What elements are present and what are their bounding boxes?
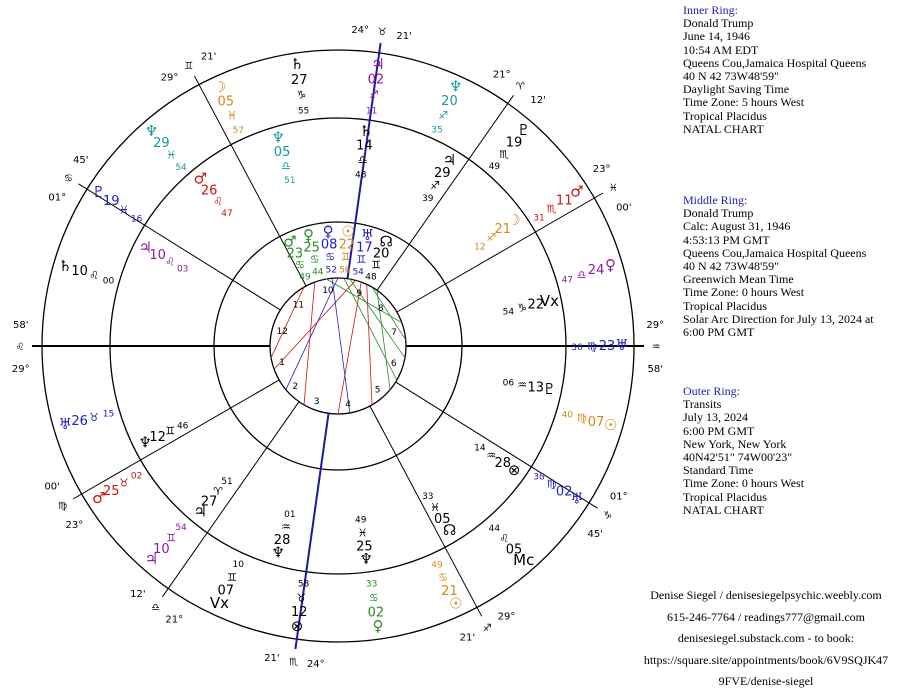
planet-minute: 06 xyxy=(502,378,515,389)
planet-sign-icon: ♋ xyxy=(295,258,305,272)
planet-sign-icon: ♒ xyxy=(281,520,291,534)
planet-minute: 54 xyxy=(175,162,187,173)
planet-sign-icon: ♊ xyxy=(165,424,176,438)
info-line: Tropical Placidus xyxy=(683,298,767,313)
info-line: 10:54 AM EDT xyxy=(683,42,759,57)
planet-degree: 12 xyxy=(290,605,308,621)
planet-glyph-icon: ♇ xyxy=(517,121,531,140)
planet-sign-icon: ♊ xyxy=(371,258,381,272)
cusp-minute: 45' xyxy=(587,528,604,540)
planet-glyph-icon: Vx xyxy=(539,291,560,310)
planet-glyph-icon: ♃ xyxy=(138,238,152,257)
planet-sign-icon: ♈ xyxy=(213,484,223,498)
planet-minute: 01 xyxy=(284,510,296,521)
planet-sign-icon: ♊ xyxy=(227,570,237,584)
planet-degree: 22 xyxy=(527,297,545,313)
planet-sign-icon: ♓ xyxy=(430,501,440,515)
info-line: Time Zone: 0 hours West xyxy=(683,285,805,300)
planet-glyph-icon: ♃ xyxy=(442,150,457,169)
planet-minute: 35 xyxy=(431,125,443,136)
info-line: 4:53:13 PM GMT xyxy=(683,232,770,247)
cusp-degree: 29° xyxy=(11,364,30,376)
cusp-sign-icon: ♐ xyxy=(482,622,492,634)
info-line: Time Zone: 5 hours West xyxy=(683,95,805,110)
credits-line[interactable]: 9FVE/denise-siegel xyxy=(718,674,814,689)
aspect-line xyxy=(304,282,315,405)
middle-ring-info xyxy=(683,194,874,339)
planet-sign-icon: ♋ xyxy=(368,591,379,605)
outer-ring-info xyxy=(683,385,804,517)
cusp-sign-icon: ♍ xyxy=(58,501,68,512)
cusp-sign-icon: ♊ xyxy=(184,61,194,73)
planet-minute: 46 xyxy=(176,421,189,432)
planet-minute: 58 xyxy=(297,579,310,590)
planet-sign-icon: ♉ xyxy=(296,591,307,605)
planet-degree: 29 xyxy=(153,136,170,152)
house-cusp-line xyxy=(370,406,482,616)
planet-minute: 33 xyxy=(422,492,434,503)
planet-minute: 48 xyxy=(365,272,377,283)
planet-degree: 26 xyxy=(71,414,88,430)
planet-minute: 03 xyxy=(176,264,189,275)
planet-glyph-icon: ♆ xyxy=(144,121,159,140)
info-line: Calc: August 31, 1946 xyxy=(683,219,791,234)
planet-degree: 11 xyxy=(555,193,573,209)
house-number: 1 xyxy=(279,358,285,369)
cusp-degree: 29° xyxy=(160,72,179,84)
cusp-minute: 00' xyxy=(616,202,632,214)
planet-degree: 05 xyxy=(433,512,451,528)
house-number: 2 xyxy=(292,382,299,393)
planet-minute: 10 xyxy=(232,560,244,571)
cusp-minute: 58' xyxy=(647,364,663,376)
cusp-sign-icon: ♓ xyxy=(608,183,618,194)
planet-glyph-icon: Mc xyxy=(513,550,535,569)
house-number: 9 xyxy=(356,289,363,300)
planet-glyph-icon: ⊗ xyxy=(507,460,521,479)
info-line: NATAL CHART xyxy=(683,121,764,136)
planet-sign-icon: ♐ xyxy=(438,108,449,122)
planet-sign-icon: ♋ xyxy=(309,253,320,267)
planet-degree: 05 xyxy=(217,94,235,110)
planet-glyph-icon: ☉ xyxy=(341,222,355,241)
cusp-degree: 01° xyxy=(48,192,67,204)
planet-sign-icon: ♐ xyxy=(430,178,440,192)
planet-glyph-icon: ♃ xyxy=(371,54,385,73)
planet-degree: 02 xyxy=(555,484,573,500)
ring-circle xyxy=(270,278,406,414)
planet-glyph-icon: ♀ xyxy=(302,225,314,244)
planet-glyph-icon: ♆ xyxy=(271,543,285,562)
inner-ring-info xyxy=(683,4,866,136)
planet-glyph-icon: ♇ xyxy=(542,380,557,399)
planet-minute: 38 xyxy=(533,472,545,483)
planet-glyph-icon: ♅ xyxy=(615,336,629,354)
planet-degree: 25 xyxy=(356,539,373,555)
planet-sign-icon: ♑ xyxy=(517,301,527,315)
planet-degree: 05 xyxy=(273,144,291,160)
cusp-sign-icon: ♈ xyxy=(515,81,525,93)
planet-sign-icon: ♋ xyxy=(438,571,449,585)
planet-glyph-icon: ♆ xyxy=(138,433,152,452)
info-line: Time Zone: 0 hours West xyxy=(683,476,805,491)
info-line: New York, New York xyxy=(683,436,787,451)
house-cusp-line xyxy=(377,95,514,290)
cusp-minute: 45' xyxy=(72,155,89,167)
cusp-degree: 23° xyxy=(592,164,611,176)
planet-minute: 55 xyxy=(297,106,310,117)
house-number: 3 xyxy=(313,396,320,407)
info-line: Transits xyxy=(683,397,722,412)
house-number: 12 xyxy=(276,327,288,338)
planet-minute: 48 xyxy=(354,170,367,181)
planet-degree: 19 xyxy=(103,194,120,210)
planet-sign-icon: ♍ xyxy=(576,411,587,425)
planet-degree: 02 xyxy=(367,605,385,621)
planet-degree: 29 xyxy=(433,165,451,181)
cusp-degree: 29° xyxy=(646,319,665,331)
house-cusp-line xyxy=(397,193,603,312)
planet-sign-icon: ♎ xyxy=(281,159,291,173)
info-line: Queens Cou,Jamaica Hospital Queens xyxy=(683,245,867,260)
planet-minute: 57 xyxy=(232,125,244,136)
planet-minute: 15 xyxy=(102,409,115,420)
planet-glyph-icon: Vx xyxy=(209,594,230,613)
info-line: June 14, 1946 xyxy=(683,29,750,44)
planet-minute: 49 xyxy=(354,515,367,526)
info-line: Solar Arc Direction for July 13, 2024 at xyxy=(683,311,874,326)
planet-minute: 44 xyxy=(312,267,324,278)
credits-line[interactable]: Denise Siegel / denisesiegelpsychic.weebly.com xyxy=(650,588,882,602)
cusp-degree: 23° xyxy=(65,519,84,531)
planet-glyph-icon: ☉ xyxy=(603,416,618,435)
cusp-minute: 12' xyxy=(130,589,146,601)
middle-ring-header: Middle Ring: xyxy=(683,193,748,207)
planet-degree: 23 xyxy=(286,246,304,262)
planet-sign-icon: ♏ xyxy=(546,202,557,216)
planet-degree: 19 xyxy=(505,135,523,151)
planet-sign-icon: ♍ xyxy=(546,477,557,491)
info-line: Tropical Placidus xyxy=(683,108,767,123)
planet-minute: 36 xyxy=(571,343,583,353)
planet-minute: 33 xyxy=(365,579,378,590)
planet-glyph-icon: ♅ xyxy=(58,415,72,434)
cusp-degree: 24° xyxy=(351,24,370,36)
planet-minute: 00 xyxy=(102,276,115,287)
cusp-degree: 24° xyxy=(306,659,325,671)
house-cusps xyxy=(32,43,644,649)
planet-glyph-icon: ♅ xyxy=(570,489,584,508)
info-line: Daylight Saving Time xyxy=(683,82,790,97)
planet-minute: 31 xyxy=(533,213,545,224)
aspect-lines xyxy=(271,278,406,414)
planet-sign-icon: ♋ xyxy=(325,250,336,264)
info-line: 6:00 PM GMT xyxy=(683,325,755,340)
info-line: 6:00 PM GMT xyxy=(683,423,755,438)
planet-minute: 54 xyxy=(175,523,187,534)
info-line: Tropical Placidus xyxy=(683,489,767,504)
planet-glyph-icon: ♇ xyxy=(91,183,106,202)
cusp-minute: 21' xyxy=(396,30,412,42)
planet-minute: 47 xyxy=(221,209,233,220)
planet-minute: 51 xyxy=(284,175,296,186)
planet-sign-icon: ♉ xyxy=(119,476,129,490)
planet-degree: 05 xyxy=(505,542,523,558)
planet-degree: 28 xyxy=(273,533,291,549)
planet-minute: 39 xyxy=(422,193,434,204)
planet-degree: 12 xyxy=(149,430,166,446)
planet-degree: 07 xyxy=(587,414,605,430)
planet-glyph-icon: ☽ xyxy=(507,211,521,230)
planet-minute: 11 xyxy=(365,106,378,117)
house-number: 4 xyxy=(345,400,351,411)
planet-minute: 02 xyxy=(130,471,143,482)
planet-sign-icon: ♌ xyxy=(89,269,100,283)
planet-degree: 26 xyxy=(200,183,218,199)
cusp-sign-icon: ♒ xyxy=(651,342,661,353)
cusp-sign-icon: ♎ xyxy=(151,602,161,614)
planet-sign-icon: ♉ xyxy=(89,410,100,424)
planet-degree: 13 xyxy=(527,380,545,396)
planet-glyph-icon: ☉ xyxy=(448,594,463,613)
planet-degree: 25 xyxy=(303,240,320,256)
planet-degree: 21 xyxy=(441,583,458,599)
planet-minute: 54 xyxy=(502,307,515,318)
planet-degree: 10 xyxy=(149,247,166,263)
planet-glyph-icon: ♄ xyxy=(58,256,72,275)
planet-degree: 10 xyxy=(71,263,88,279)
planet-degree: 27 xyxy=(200,494,218,510)
planet-sign-icon: ♓ xyxy=(119,203,129,217)
credits-line[interactable]: https://square.site/appointments/book/6V9SQJK47 xyxy=(643,652,889,667)
house-number: 5 xyxy=(374,385,381,396)
planet-glyph-icon: ♆ xyxy=(448,77,463,96)
planet-degree: 25 xyxy=(103,483,120,499)
cusp-sign-icon: ♌ xyxy=(15,342,25,353)
aspect-line xyxy=(271,287,304,358)
credits-line[interactable]: denisesiegel.substack.com - to book: xyxy=(677,631,855,646)
planet-degree: 10 xyxy=(153,541,170,557)
info-line: NATAL CHART xyxy=(683,502,764,517)
planet-minute: 16 xyxy=(130,214,143,225)
planet-glyph-icon: ♆ xyxy=(359,550,373,569)
planet-sign-icon: ♌ xyxy=(213,195,223,209)
planet-sign-icon: ♑ xyxy=(296,88,307,102)
planet-degree: 21 xyxy=(494,222,512,238)
info-line: July 13, 2024 xyxy=(683,410,749,425)
info-line: Donald Trump xyxy=(683,16,754,31)
cusp-minute: 21' xyxy=(264,653,280,665)
inner-ring-header: Inner Ring: xyxy=(683,3,738,17)
planet-glyph-icon: ♂ xyxy=(91,488,106,507)
cusp-degree: 29° xyxy=(497,611,516,623)
planet-degree: 20 xyxy=(372,246,390,262)
cusp-degree: 21° xyxy=(165,614,184,626)
credits-block xyxy=(620,585,912,693)
planet-sign-icon: ♌ xyxy=(165,255,176,269)
house-number: 11 xyxy=(292,300,305,311)
planet-glyph-icon: ♀ xyxy=(322,222,334,241)
planet-degree: 14 xyxy=(356,138,373,154)
cusp-sign-icon: ♑ xyxy=(603,510,613,522)
planet-glyph-icon: ♄ xyxy=(359,121,373,140)
planet-degree: 27 xyxy=(290,72,308,88)
planet-sign-icon: ♓ xyxy=(357,526,368,540)
planet-minute: 14 xyxy=(474,443,486,454)
cusp-minute: 21' xyxy=(459,632,476,644)
house-number: 8 xyxy=(377,303,384,314)
planet-degree: 24 xyxy=(587,263,605,279)
planet-glyph-icon: ♂ xyxy=(283,232,297,251)
planet-minute: 54 xyxy=(352,267,364,278)
credits-line[interactable]: 615-246-7764 / readings777@gmail.com xyxy=(666,609,866,624)
planet-minute: 40 xyxy=(561,410,574,421)
planet-minute: 49 xyxy=(299,272,311,283)
info-line: 40 N 42 73W48'59" xyxy=(683,69,780,84)
planet-minute: 52 xyxy=(325,265,337,276)
planet-degree: 28 xyxy=(494,455,512,471)
planet-glyph-icon: ♅ xyxy=(360,225,375,244)
planet-degree: 07 xyxy=(217,583,235,599)
cusp-minute: 12' xyxy=(530,94,546,106)
cusp-sign-icon: ♉ xyxy=(377,27,387,39)
planet-glyph-icon: ☽ xyxy=(212,77,227,96)
cusp-minute: 00' xyxy=(44,481,60,493)
planet-minute: 47 xyxy=(561,275,574,286)
planet-glyph-icon: ♂ xyxy=(193,169,207,188)
planet-sign-icon: ♓ xyxy=(166,148,177,162)
planet-sign-icon: ♎ xyxy=(576,268,587,282)
planet-sign-icon: ♊ xyxy=(340,250,351,264)
info-line: Donald Trump xyxy=(683,206,754,221)
aspect-line xyxy=(332,278,350,413)
planet-degree: 22 xyxy=(338,237,356,253)
planet-sign-icon: ♓ xyxy=(227,109,237,123)
planet-degree: 17 xyxy=(356,240,373,256)
cusp-degree: 21° xyxy=(492,69,511,81)
info-line: 40N42'51" 74W00'23" xyxy=(683,450,793,465)
house-cusp-line xyxy=(73,380,279,499)
planet-glyph-icon: ♀ xyxy=(372,617,384,636)
cusp-sign-icon: ♏ xyxy=(289,656,299,668)
planet-minute: 51 xyxy=(221,476,233,487)
house-number: 10 xyxy=(322,285,334,296)
planet-sign-icon: ♍ xyxy=(587,340,597,353)
planet-minute: 49 xyxy=(431,560,443,571)
planet-minute: 56 xyxy=(339,265,351,276)
planet-glyph-icon: ♆ xyxy=(271,128,285,147)
planet-sign-icon: ♎ xyxy=(357,153,368,167)
cusp-sign-icon: ♋ xyxy=(63,173,73,185)
outer-ring-header: Outer Ring: xyxy=(683,384,740,398)
house-number: 7 xyxy=(391,327,397,338)
planet-sign-icon: ♒ xyxy=(486,448,497,462)
info-line: 40 N 42 73W48'59" xyxy=(683,259,780,274)
planet-glyph-icon: ♄ xyxy=(290,54,304,73)
planet-degree: 23 xyxy=(598,339,616,354)
cusp-minute: 58' xyxy=(13,319,29,331)
planet-sign-icon: ♊ xyxy=(356,253,367,267)
planet-degree: 08 xyxy=(320,237,338,253)
planet-sign-icon: ♏ xyxy=(499,147,510,161)
planet-minute: 12 xyxy=(474,242,486,253)
planet-glyph-icon: ♂ xyxy=(570,182,584,201)
planet-glyph-icon: ☊ xyxy=(379,232,393,251)
info-line: Queens Cou,Jamaica Hospital Queens xyxy=(683,55,867,70)
planet-degree: 20 xyxy=(441,94,458,110)
planet-sign-icon: ♐ xyxy=(368,88,379,102)
planet-glyph-icon: ♃ xyxy=(193,502,207,521)
house-number: 6 xyxy=(390,358,397,369)
planet-minute: 49 xyxy=(488,162,501,173)
cusp-degree: 01° xyxy=(609,491,628,503)
info-line: Greenwich Mean Time xyxy=(683,272,794,287)
planet-degree: 02 xyxy=(367,72,385,88)
planet-sign-icon: ♌ xyxy=(499,532,510,546)
info-line: Standard Time xyxy=(683,463,754,478)
planet-sign-icon: ♒ xyxy=(517,378,527,392)
planet-sign-icon: ♐ xyxy=(486,231,497,245)
planet-glyph-icon: ♀ xyxy=(604,255,616,274)
cusp-minute: 21' xyxy=(200,51,217,63)
planet-minute: 44 xyxy=(488,523,501,534)
planet-glyph-icon: ☊ xyxy=(442,521,457,540)
planet-glyph-icon: ♃ xyxy=(144,550,159,569)
planet-glyph-icon: ⊗ xyxy=(290,617,304,636)
planet-sign-icon: ♊ xyxy=(166,531,177,545)
